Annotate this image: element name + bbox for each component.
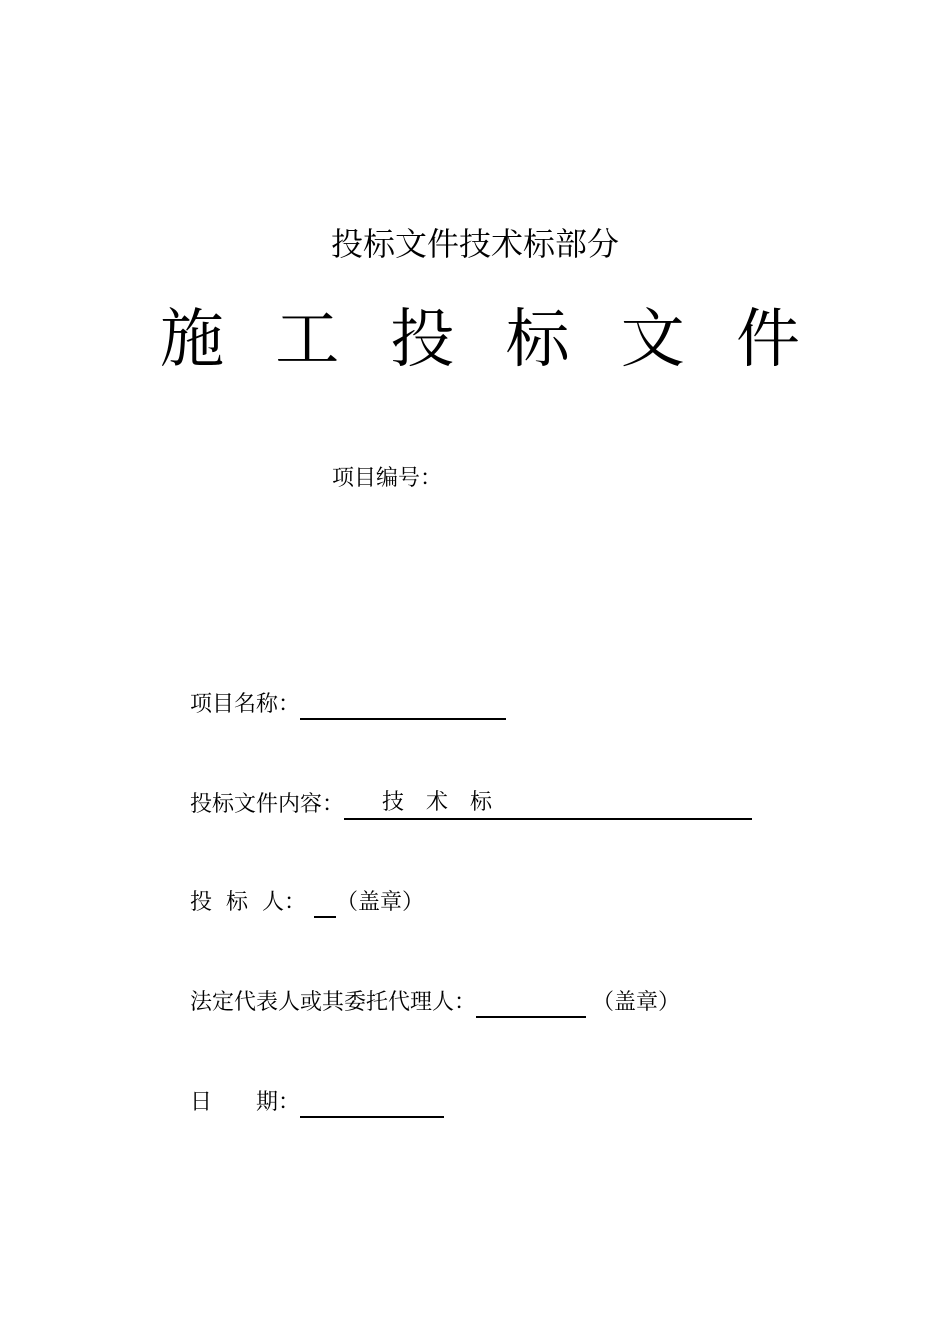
document-title xyxy=(160,300,800,380)
representative-seal-note: （盖章） xyxy=(592,990,681,1015)
bidder-label: 投 标 人： xyxy=(190,890,306,915)
title-char: 投 xyxy=(390,303,455,377)
representative-field[interactable] xyxy=(476,988,586,1018)
date-label: 日 期： xyxy=(190,1090,301,1115)
representative-label: 法定代表人或其委托代理人： xyxy=(190,990,477,1015)
bidder-row xyxy=(190,888,424,918)
title-char: 件 xyxy=(735,303,800,377)
title-char: 标 xyxy=(505,303,570,377)
date-row xyxy=(190,1088,444,1118)
bidder-seal-note: （盖章） xyxy=(335,890,424,915)
representative-row xyxy=(190,988,680,1018)
title-char: 施 xyxy=(160,303,224,377)
content-row xyxy=(190,788,752,820)
document-subtitle: 投标文件技术标部分 xyxy=(330,225,619,263)
bidder-field[interactable] xyxy=(314,888,336,918)
project-name-label: 项目名称： xyxy=(190,692,301,717)
content-field[interactable]: 技 术 标 xyxy=(344,788,752,820)
project-number-label: 项目编号： xyxy=(332,466,443,491)
project-name-field[interactable] xyxy=(300,690,506,720)
title-char: 文 xyxy=(620,303,685,377)
project-number-row xyxy=(332,464,442,494)
project-name-row xyxy=(190,690,506,720)
content-label: 投标文件内容： xyxy=(190,792,345,817)
date-field[interactable] xyxy=(300,1088,444,1118)
title-char: 工 xyxy=(275,303,340,377)
